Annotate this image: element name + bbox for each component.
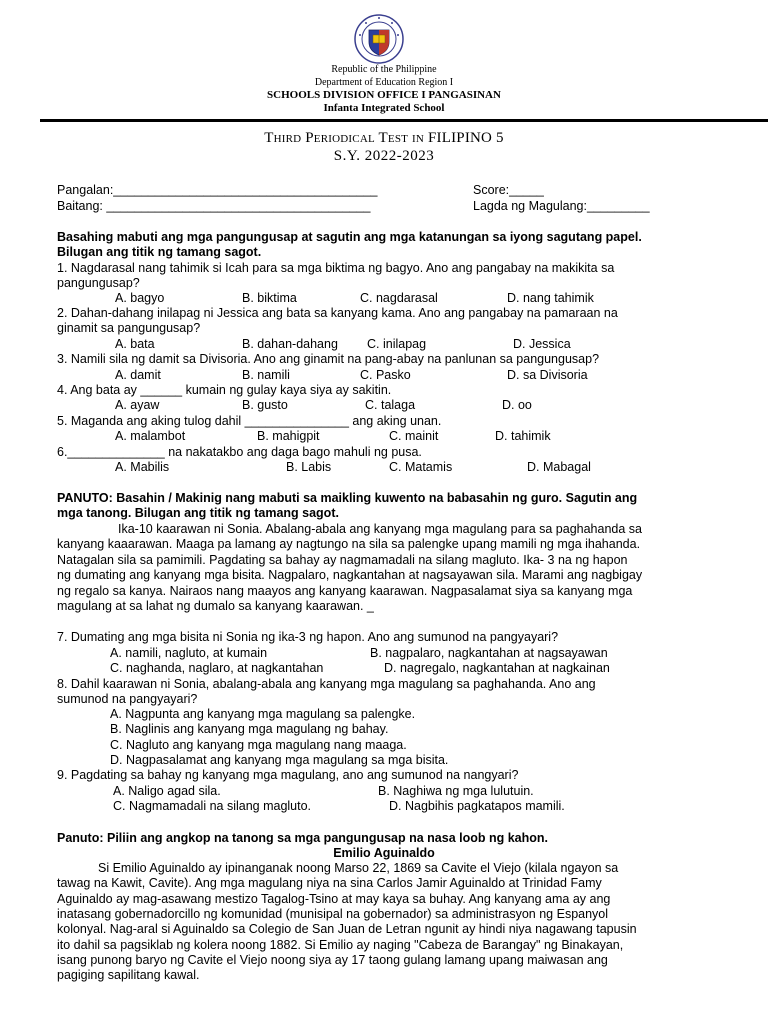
- q8-choice-b[interactable]: B. Naglinis ang kanyang mga magulang ng bahay.: [110, 722, 389, 736]
- q9-choice-b[interactable]: B. Naghiwa ng mga lulutuin.: [378, 784, 534, 798]
- header-school: Infanta Integrated School: [323, 102, 445, 114]
- story-line: inatasang gobernadorcillo ng komunidad (munisipal na gobernador) sa administrasyon ng Espanyol: [57, 907, 609, 921]
- question-8-cont: sumunod na pangyayari?: [57, 692, 198, 706]
- q4-choice-c[interactable]: C. talaga: [365, 398, 416, 412]
- q9-choice-d[interactable]: D. Nagbihis pagkatapos mamili.: [389, 799, 565, 813]
- q7-choice-b[interactable]: B. nagpalaro, nagkantahan at nagsayawan: [370, 646, 608, 660]
- story-line: isang punong baryo ng Cavite el Viejo noong siya ay 17 taong gulang lamang upang maiwasan ang: [57, 953, 608, 967]
- q7-choice-c[interactable]: C. naghanda, naglaro, at nagkantahan: [110, 661, 324, 675]
- story-line: ito dahil sa pagsiklab ng kolera noong 1882. Si Emilio ay naging "Cabeza de Barangay" ng Binakayan,: [57, 938, 624, 952]
- q7-choice-d[interactable]: D. nagregalo, nagkantahan at nagkainan: [384, 661, 610, 675]
- part1-instruction-2: Bilugan ang titik ng tamang sagot.: [57, 245, 262, 259]
- question-1-cont: pangungusap?: [57, 276, 140, 290]
- story-line: Si Emilio Aguinaldo ay ipinanganak noong Marso 22, 1869 sa Cavite el Viejo (kilala ngayon sa: [98, 861, 619, 875]
- q1-choice-d[interactable]: D. nang tahimik: [507, 291, 594, 305]
- question-2: 2. Dahan-dahang inilapag ni Jessica ang bata sa kanyang kama. Ano ang pangabay na pamaraan na: [57, 306, 618, 320]
- story-heading: Emilio Aguinaldo: [333, 846, 435, 860]
- q1-choice-a[interactable]: A. bagyo: [115, 291, 165, 305]
- q8-choice-c[interactable]: C. Nagluto ang kanyang mga magulang nang maaga.: [110, 738, 407, 752]
- question-2-cont: ginamit sa pangungusap?: [57, 321, 201, 335]
- q5-choice-b[interactable]: B. mahigpit: [257, 429, 320, 443]
- test-title: Third Periodical Test in FILIPINO 5: [264, 130, 504, 146]
- q5-choice-a[interactable]: A. malambot: [115, 429, 186, 443]
- school-year: S.Y. 2022-2023: [333, 148, 435, 164]
- question-6: 6.______________ na nakatakbo ang daga bago mahuli ng pusa.: [57, 445, 422, 459]
- q3-choice-b[interactable]: B. namili: [242, 368, 290, 382]
- q8-choice-d[interactable]: D. Nagpasalamat ang kanyang mga magulang sa mga bisita.: [110, 753, 449, 767]
- part2-instruction-2: mga tanong. Bilugan ang titik ng tamang sagot.: [57, 506, 339, 520]
- header-divider: [40, 119, 768, 122]
- story-line: kanyang kaaarawan. Maaga pa lamang ay nagtungo na sila sa palengke upang mamili ng mga ihahanda.: [57, 537, 641, 551]
- question-8: 8. Dahil kaarawan ni Sonia, abalang-abala ang kanyang mga magulang sa paghahanda. Ano ang: [57, 677, 596, 691]
- header-division: SCHOOLS DIVISION OFFICE I PANGASINAN: [267, 89, 501, 101]
- q6-choice-b[interactable]: B. Labis: [286, 460, 332, 474]
- q3-choice-a[interactable]: A. damit: [115, 368, 161, 382]
- part3-instruction: Panuto: Piliin ang angkop na tanong sa mga pangungusap na nasa loob ng kahon.: [57, 831, 549, 845]
- q4-choice-a[interactable]: A. ayaw: [115, 398, 160, 412]
- q1-choice-c[interactable]: C. nagdarasal: [360, 291, 438, 305]
- score-field[interactable]: Score:_____: [473, 183, 544, 197]
- q4-choice-d[interactable]: D. oo: [502, 398, 532, 412]
- q9-choice-c[interactable]: C. Nagmamadali na silang magluto.: [113, 799, 312, 813]
- q6-choice-a[interactable]: A. Mabilis: [115, 460, 170, 474]
- q2-choice-d[interactable]: D. Jessica: [513, 337, 571, 351]
- question-5: 5. Maganda ang aking tulog dahil _______________ ang aking unan.: [57, 414, 442, 428]
- q6-choice-c[interactable]: C. Matamis: [389, 460, 453, 474]
- parent-signature-field[interactable]: Lagda ng Magulang:_________: [473, 199, 650, 213]
- story-line: Natagalan sila sa pamimili. Pagdating sa bahay ay nagmamadali na silang magluto. Ika- 3 na ng hapon: [57, 553, 628, 567]
- q5-choice-d[interactable]: D. tahimik: [495, 429, 551, 443]
- name-field[interactable]: Pangalan:______________________________________: [57, 183, 378, 197]
- question-7: 7. Dumating ang mga bisita ni Sonia ng ika-3 ng hapon. Ano ang sumunod na pangyayari?: [57, 630, 559, 644]
- story-line: tawag na Kawit, Cavite). Ang mga magulang niya na sina Carlos Jamir Aguinaldo at Trinidad Famy: [57, 876, 602, 890]
- story-line: ng regalo sa kanya. Nairaos nang maayos ang kanyang kaarawan. Nagpasalamat siya sa kanyang mga: [57, 584, 633, 598]
- deped-seal-logo: [354, 14, 404, 64]
- q4-choice-b[interactable]: B. gusto: [242, 398, 288, 412]
- question-1: 1. Nagdarasal nang tahimik si Icah para sa mga biktima ng bagyo. Ano ang pangabay na makikita sa: [57, 261, 615, 275]
- question-4: 4. Ang bata ay ______ kumain ng gulay kaya siya ay sakitin.: [57, 383, 392, 397]
- q1-choice-b[interactable]: B. biktima: [242, 291, 297, 305]
- grade-field[interactable]: Baitang: ______________________________________: [57, 199, 371, 213]
- header-department: Department of Education Region I: [314, 77, 454, 88]
- q9-choice-a[interactable]: A. Naligo agad sila.: [113, 784, 221, 798]
- q7-choice-a[interactable]: A. namili, nagluto, at kumain: [110, 646, 268, 660]
- story-line: ng dumating ang kanyang mga bisita. Nagpalaro, nagkantahan at nagsayawan sila. Marami ang nagbigay: [57, 568, 643, 582]
- story-line: pagiging sapilitang kawal.: [57, 968, 200, 982]
- q6-choice-d[interactable]: D. Mabagal: [527, 460, 591, 474]
- q5-choice-c[interactable]: C. mainit: [389, 429, 439, 443]
- story-line: kolonyal. Nag-aral si Aguinaldo sa Colegio de San Juan de Letran ngunit ay hindi niya nagawang tapusin: [57, 922, 637, 936]
- story-line: Aguinaldo ay mag-asawang mestizo Tagalog-Tsino at may kaya sa buhay. Ang kanyang ama ay ang: [57, 892, 611, 906]
- header-republic: Republic of the Philippine: [331, 64, 437, 75]
- q3-choice-c[interactable]: C. Pasko: [360, 368, 411, 382]
- q8-choice-a[interactable]: A. Nagpunta ang kanyang mga magulang sa palengke.: [110, 707, 416, 721]
- question-3: 3. Namili sila ng damit sa Divisoria. Ano ang ginamit na pang-abay na panlunan sa pangungusap?: [57, 352, 600, 366]
- part2-instruction: PANUTO: Basahin / Makinig nang mabuti sa maikling kuwento na babasahin ng guro. Sagutin ang: [57, 491, 638, 505]
- q2-choice-a[interactable]: A. bata: [115, 337, 155, 351]
- story-line: Ika-10 kaarawan ni Sonia. Abalang-abala ang kanyang mga magulang para sa paghahanda sa: [118, 522, 642, 536]
- story-line: magulang at sa lahat ng dumalo sa kanyang kaarawan. _: [57, 599, 374, 613]
- q2-choice-c[interactable]: C. inilapag: [367, 337, 427, 351]
- question-9: 9. Pagdating sa bahay ng kanyang mga magulang, ano ang sumunod na nangyari?: [57, 768, 519, 782]
- q2-choice-b[interactable]: B. dahan-dahang: [242, 337, 338, 351]
- part1-instruction: Basahing mabuti ang mga pangungusap at sagutin ang mga katanungan sa iyong sagutang papel.: [57, 230, 642, 244]
- q3-choice-d[interactable]: D. sa Divisoria: [507, 368, 588, 382]
